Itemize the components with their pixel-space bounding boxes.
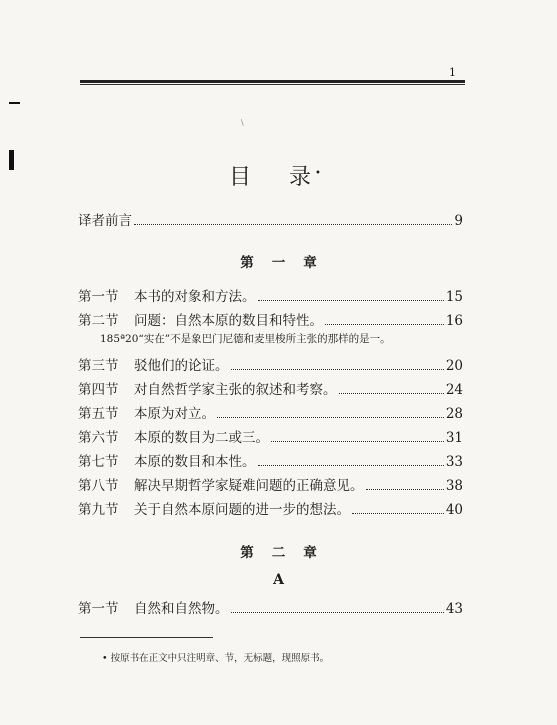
chapter-heading-char: 章 — [303, 545, 317, 561]
toc-entry-section: 第九节 — [78, 502, 119, 518]
dot-leader — [258, 300, 444, 301]
dot-leader — [231, 612, 444, 613]
toc-entry-page: 33 — [445, 454, 463, 470]
footnote-rule — [80, 637, 213, 638]
margin-mark — [9, 102, 20, 104]
toc-entry-title: 本书的对象和方法。 — [134, 289, 256, 305]
page-title — [229, 160, 323, 191]
margin-bar — [9, 150, 14, 170]
dot-leader — [271, 441, 444, 442]
toc-entry-page: 15 — [445, 289, 463, 305]
page-number: 1 — [449, 66, 456, 79]
toc-entry-title: 解决早期哲学家疑难问题的正确意见。 — [134, 478, 364, 494]
title-char-2: 录 — [289, 165, 314, 190]
toc-entry-page: 28 — [445, 406, 463, 422]
chapter-heading-1 — [0, 251, 557, 271]
toc-entry-title: 本原的数目和本性。 — [134, 454, 256, 470]
toc-entry-page: 31 — [445, 430, 463, 446]
toc-entry[interactable] — [78, 597, 463, 619]
dot-leader — [231, 369, 444, 370]
toc-entry-page: 40 — [445, 502, 463, 518]
toc-entry[interactable] — [78, 309, 463, 331]
toc-entry[interactable] — [78, 285, 463, 307]
toc-entry-section: 第二节 — [78, 313, 119, 329]
chapter-heading-char: 第 — [240, 545, 254, 561]
toc-entry-section: 第一节 — [78, 289, 119, 305]
header-rule-thin — [80, 84, 465, 85]
toc-entry-page: 24 — [445, 382, 463, 398]
toc-entry-section: 第三节 — [78, 358, 119, 374]
chapter-heading-char: 二 — [271, 545, 286, 561]
toc-entry[interactable] — [78, 402, 463, 424]
toc-entry-title: 自然和自然物。 — [134, 601, 229, 617]
toc-entry-page: 43 — [445, 601, 463, 617]
toc-entry-title: 关于自然本原问题的进一步的想法。 — [134, 502, 350, 518]
toc-entry-preface[interactable] — [78, 209, 463, 231]
dot-leader — [352, 513, 444, 514]
toc-entry-section: 第八节 — [78, 478, 119, 494]
chapter-heading-char: 一 — [271, 255, 286, 271]
toc-entry-title: 译者前言 — [78, 213, 132, 229]
toc-entry-page: 9 — [454, 213, 463, 229]
toc-entry[interactable] — [78, 378, 463, 400]
toc-entry-page: 20 — [445, 358, 463, 374]
toc-entry[interactable] — [78, 474, 463, 496]
toc-entry-page: 16 — [445, 313, 463, 329]
toc-entry-title: 驳他们的论证。 — [134, 358, 229, 374]
toc-entry-title: 问题：自然本原的数目和特性。 — [134, 313, 323, 329]
toc-entry-section: 第五节 — [78, 406, 119, 422]
dot-leader — [325, 324, 444, 325]
stray-mark: / — [238, 118, 247, 127]
header-rule — [80, 80, 465, 83]
title-char-1: 目 — [229, 165, 254, 190]
subsection-heading: A — [273, 572, 284, 588]
dot-leader — [366, 489, 444, 490]
toc-entry-section: 第一节 — [78, 601, 119, 617]
toc-entry-section: 第六节 — [78, 430, 119, 446]
dot-leader — [339, 393, 444, 394]
chapter-heading-char: 章 — [303, 255, 317, 271]
toc-entry[interactable] — [78, 498, 463, 520]
footnote: • 按原书在正文中只注明章、节，无标题，现照原书。 — [102, 653, 330, 664]
toc-entry-title: 本原的数目为二或三。 — [134, 430, 269, 446]
toc-entry-title: 对自然哲学家主张的叙述和考察。 — [134, 382, 337, 398]
toc-entry-title: 本原为对立。 — [134, 406, 215, 422]
toc-entry[interactable] — [78, 354, 463, 376]
toc-subnote: 185ª20“实在”不是象巴门尼德和麦里梭所主张的那样的是一。 — [100, 333, 391, 345]
chapter-heading-char: 第 — [240, 255, 254, 271]
toc-entry-section: 第四节 — [78, 382, 119, 398]
chapter-heading-2 — [0, 541, 557, 561]
toc-entry[interactable] — [78, 426, 463, 448]
dot-leader — [134, 224, 452, 225]
toc-entry[interactable] — [78, 450, 463, 472]
title-footnote-marker: • — [315, 167, 323, 179]
toc-entry-section: 第七节 — [78, 454, 119, 470]
dot-leader — [258, 465, 444, 466]
dot-leader — [217, 417, 444, 418]
toc-entry-page: 38 — [445, 478, 463, 494]
